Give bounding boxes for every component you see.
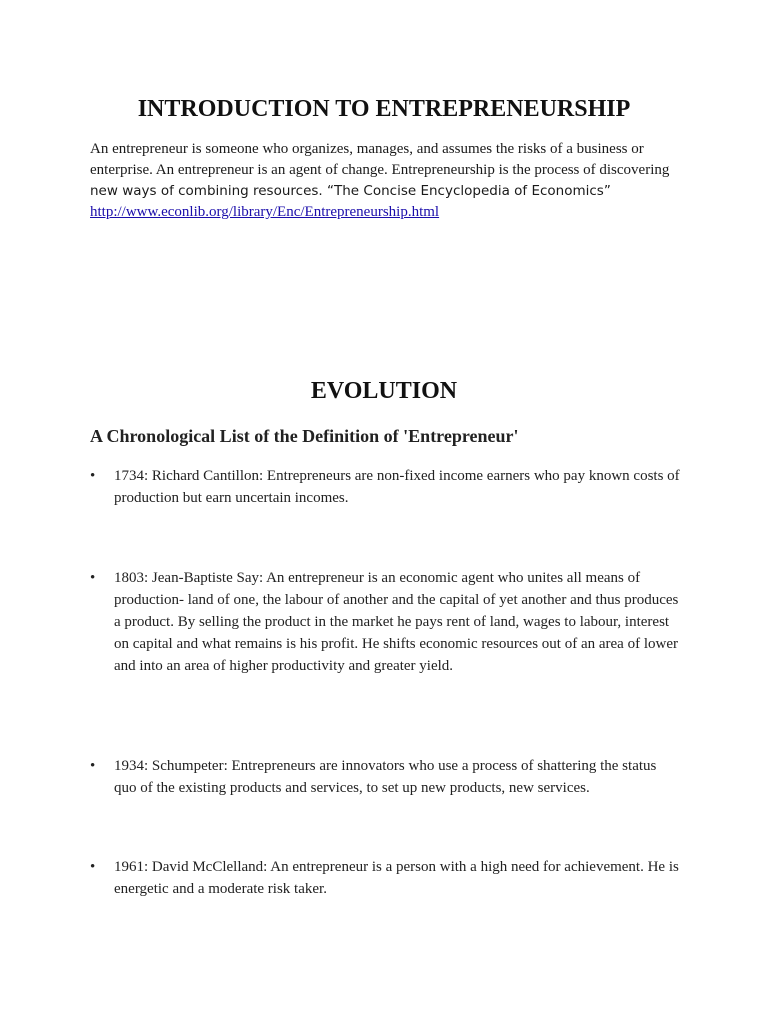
list-item-text: 1934: Schumpeter: Entrepreneurs are innovators who use a process of shattering the status quo of the existing products and services, to set up new products, new services. [114, 758, 657, 796]
intro-paragraph [90, 139, 690, 223]
list-item [90, 755, 680, 799]
list-item [90, 856, 680, 900]
intro-text: An entrepreneur is someone who organizes, manages, and assumes the risks of a business or enterprise. An entrepreneur is an agent of change. Entrepreneurship is the process of discovering [90, 141, 670, 178]
list-item-text: 1961: David McClelland: An entrepreneur is a person with a high need for achievement. He is energetic and a moderate risk taker. [114, 859, 679, 897]
list-item-text: 1734: Richard Cantillon: Entrepreneurs are non-fixed income earners who pay known costs of production but earn uncertain incomes. [114, 468, 680, 506]
bullet-icon: • [90, 468, 96, 484]
list-heading: A Chronological List of the Definition of 'Entrepreneur' [90, 426, 519, 446]
list-item [90, 465, 680, 509]
section-title-evolution: EVOLUTION [310, 378, 458, 404]
source-link[interactable]: http://www.econlib.org/library/Enc/Entrepreneurship.html [90, 204, 440, 220]
list-item-text: 1803: Jean-Baptiste Say: An entrepreneur is an economic agent who unites all means of production- land of one, the labour of another and the capital of yet another and thus produces a product. By selling the product in the market he pays rent of land, wages to labour, interest on capital and what remains is his profit. He shifts economic resources out of an area of lower and into an area of higher productivity and greater yield. [114, 570, 679, 674]
bullet-icon: • [90, 570, 96, 586]
document-title: INTRODUCTION TO ENTREPRENEURSHIP [137, 96, 631, 122]
list-item [90, 567, 680, 677]
bullet-icon: • [90, 758, 96, 774]
bullet-icon: • [90, 859, 96, 875]
intro-text-citation: new ways of combining resources. “The Concise Encyclopedia of Economics” [90, 183, 611, 199]
